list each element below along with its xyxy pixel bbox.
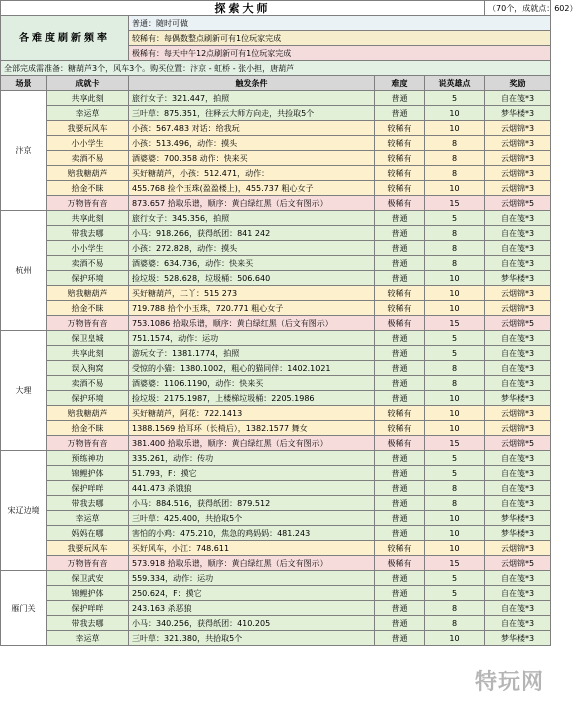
achievement-card: 卖酒不易 <box>47 256 129 271</box>
achievement-card: 我要玩风车 <box>47 121 129 136</box>
reward: 梦华楼*3 <box>485 631 551 646</box>
frequency-row-common <box>1 16 551 31</box>
frequency-rare: 较稀有：每偶数整点刷新可有1位玩家完成 <box>129 31 551 46</box>
difficulty: 极稀有 <box>375 436 425 451</box>
hero-points: 5 <box>425 346 485 361</box>
trigger-condition: 游玩女子：1381.1774，拍照 <box>129 346 375 361</box>
trigger-condition: 小孩：513.496，动作：摸头 <box>129 136 375 151</box>
difficulty: 普通 <box>375 211 425 226</box>
difficulty: 普通 <box>375 241 425 256</box>
achievement-card: 幸运草 <box>47 106 129 121</box>
achievement-card: 误入狗窝 <box>47 361 129 376</box>
achievement-card: 锦鲤护体 <box>47 466 129 481</box>
reward: 梦华楼*3 <box>485 106 551 121</box>
achievement-card: 保护咩咩 <box>47 601 129 616</box>
reward: 梦华楼*3 <box>485 391 551 406</box>
hero-points: 10 <box>425 181 485 196</box>
achievement-card: 赔我糖葫芦 <box>47 286 129 301</box>
table-row <box>1 256 551 271</box>
table-row <box>1 631 551 646</box>
region-name: 杭州 <box>1 211 47 331</box>
trigger-condition: 873.657 拾取乐谱，顺序：黄白绿红黑（后文有图示） <box>129 196 375 211</box>
table-row <box>1 511 551 526</box>
trigger-condition: 三叶草：321.380，共拾取5个 <box>129 631 375 646</box>
difficulty: 较稀有 <box>375 301 425 316</box>
achievement-card: 带我去哪 <box>47 226 129 241</box>
difficulty: 普通 <box>375 256 425 271</box>
hero-points: 10 <box>425 406 485 421</box>
header-row <box>1 76 551 91</box>
achievement-card: 带我去哪 <box>47 496 129 511</box>
difficulty: 极稀有 <box>375 316 425 331</box>
achievement-card: 共享此刻 <box>47 346 129 361</box>
prep-note: 全部完成需准备：糖葫芦3个，风车3个。购买位置：汴京 - 虹桥 - 张小担，唐葫芦 <box>1 61 551 76</box>
hero-points: 15 <box>425 196 485 211</box>
hero-points: 8 <box>425 496 485 511</box>
column-header: 场景 <box>1 76 47 91</box>
table-row <box>1 346 551 361</box>
trigger-condition: 751.1574，动作：运功 <box>129 331 375 346</box>
difficulty: 较稀有 <box>375 541 425 556</box>
difficulty: 普通 <box>375 601 425 616</box>
difficulty: 较稀有 <box>375 136 425 151</box>
hero-points: 8 <box>425 481 485 496</box>
hero-points: 8 <box>425 226 485 241</box>
difficulty: 较稀有 <box>375 166 425 181</box>
achievement-card: 共享此刻 <box>47 211 129 226</box>
difficulty: 较稀有 <box>375 286 425 301</box>
reward: 云烟锦*5 <box>485 556 551 571</box>
reward: 云烟锦*5 <box>485 196 551 211</box>
table-row <box>1 571 551 586</box>
difficulty: 普通 <box>375 376 425 391</box>
trigger-condition: 455.768 捡个玉珠(盈盈楼上)，455.737 粗心女子 <box>129 181 375 196</box>
reward: 云烟锦*3 <box>485 151 551 166</box>
achievement-card: 万物皆有音 <box>47 556 129 571</box>
reward: 梦华楼*3 <box>485 271 551 286</box>
reward: 自在笺*3 <box>485 481 551 496</box>
prep-row <box>1 61 551 76</box>
table-row <box>1 541 551 556</box>
difficulty: 普通 <box>375 496 425 511</box>
table-row <box>1 121 551 136</box>
reward: 云烟锦*3 <box>485 301 551 316</box>
reward: 自在笺*3 <box>485 346 551 361</box>
achievement-card: 保卫皇城 <box>47 331 129 346</box>
achievement-card: 赔我糖葫芦 <box>47 166 129 181</box>
table-row <box>1 586 551 601</box>
hero-points: 5 <box>425 331 485 346</box>
hero-points: 10 <box>425 121 485 136</box>
hero-points: 8 <box>425 616 485 631</box>
page-title: 探索大师 <box>1 1 485 16</box>
difficulty: 极稀有 <box>375 196 425 211</box>
reward: 云烟锦*5 <box>485 436 551 451</box>
hero-points: 8 <box>425 361 485 376</box>
column-header: 触发条件 <box>129 76 375 91</box>
reward: 自在笺*3 <box>485 571 551 586</box>
reward: 云烟锦*3 <box>485 121 551 136</box>
table-row <box>1 196 551 211</box>
reward: 自在笺*3 <box>485 586 551 601</box>
hero-points: 8 <box>425 256 485 271</box>
reward: 自在笺*3 <box>485 496 551 511</box>
difficulty: 普通 <box>375 91 425 106</box>
trigger-condition: 小孩：272.828，动作：摸头 <box>129 241 375 256</box>
hero-points: 8 <box>425 601 485 616</box>
hero-points: 5 <box>425 571 485 586</box>
achievement-card: 幸运草 <box>47 511 129 526</box>
trigger-condition: 243.163 杀恶狼 <box>129 601 375 616</box>
table-row <box>1 421 551 436</box>
region-name: 宋辽边境 <box>1 451 47 571</box>
column-header: 奖励 <box>485 76 551 91</box>
trigger-condition: 害怕的小鸡：475.210，焦急的鸡妈妈：481.243 <box>129 526 375 541</box>
difficulty: 普通 <box>375 511 425 526</box>
trigger-condition: 买好糖葫芦，小孩：512.471，动作： <box>129 166 375 181</box>
table-row <box>1 466 551 481</box>
reward: 云烟锦*3 <box>485 166 551 181</box>
reward: 自在笺*3 <box>485 91 551 106</box>
table-row <box>1 241 551 256</box>
difficulty: 极稀有 <box>375 556 425 571</box>
achievement-card: 我要玩风车 <box>47 541 129 556</box>
watermark-logo: 特玩网 <box>474 670 544 695</box>
table-row <box>1 376 551 391</box>
difficulty: 普通 <box>375 466 425 481</box>
trigger-condition: 买好糖葫芦，二丫：515 273 <box>129 286 375 301</box>
reward: 云烟锦*3 <box>485 181 551 196</box>
achievement-card: 保护环境 <box>47 391 129 406</box>
achievement-card: 锦鲤护体 <box>47 586 129 601</box>
hero-points: 5 <box>425 91 485 106</box>
table-row <box>1 151 551 166</box>
table-row <box>1 271 551 286</box>
hero-points: 5 <box>425 451 485 466</box>
difficulty: 普通 <box>375 226 425 241</box>
hero-points: 15 <box>425 556 485 571</box>
hero-points: 5 <box>425 211 485 226</box>
difficulty: 较稀有 <box>375 121 425 136</box>
region-name: 雁门关 <box>1 571 47 646</box>
difficulty: 普通 <box>375 331 425 346</box>
reward: 自在笺*3 <box>485 331 551 346</box>
achievement-card: 妈妈在哪 <box>47 526 129 541</box>
trigger-condition: 捡垃圾：2175.1987，上楼梯垃圾桶：2205.1986 <box>129 391 375 406</box>
hero-points: 10 <box>425 106 485 121</box>
hero-points: 10 <box>425 301 485 316</box>
achievement-card: 小小学生 <box>47 241 129 256</box>
hero-points: 8 <box>425 376 485 391</box>
trigger-condition: 酒婆婆：1106.1190，动作：快来买 <box>129 376 375 391</box>
table-row <box>1 526 551 541</box>
difficulty: 较稀有 <box>375 181 425 196</box>
achievement-card: 拾金不昧 <box>47 181 129 196</box>
hero-points: 5 <box>425 586 485 601</box>
trigger-condition: 买好糖葫芦，阿花：722.1413 <box>129 406 375 421</box>
difficulty: 普通 <box>375 451 425 466</box>
hero-points: 15 <box>425 316 485 331</box>
hero-points: 10 <box>425 391 485 406</box>
frequency-common: 普通：随时可做 <box>129 16 551 31</box>
frequency-super-rare: 极稀有：每天中午12点刷新可有1位玩家完成 <box>129 46 551 61</box>
achievement-card: 万物皆有音 <box>47 196 129 211</box>
table-row <box>1 391 551 406</box>
trigger-condition: 51.793，F：摸它 <box>129 466 375 481</box>
table-row <box>1 556 551 571</box>
hero-points: 10 <box>425 286 485 301</box>
achievement-card: 保卫武安 <box>47 571 129 586</box>
reward: 梦华楼*3 <box>485 526 551 541</box>
column-header: 成就卡 <box>47 76 129 91</box>
hero-points: 15 <box>425 436 485 451</box>
trigger-condition: 441.473 杀饿狼 <box>129 481 375 496</box>
achievement-card: 卖酒不易 <box>47 376 129 391</box>
reward: 梦华楼*3 <box>485 511 551 526</box>
difficulty: 普通 <box>375 631 425 646</box>
trigger-condition: 酒婆婆：700.358 动作：快来买 <box>129 151 375 166</box>
table-row <box>1 91 551 106</box>
achievement-card: 共享此刻 <box>47 91 129 106</box>
trigger-condition: 381.400 拾取乐谱，顺序：黄白绿红黑（后文有图示） <box>129 436 375 451</box>
reward: 自在笺*3 <box>485 466 551 481</box>
reward: 自在笺*3 <box>485 361 551 376</box>
reward: 自在笺*3 <box>485 211 551 226</box>
achievement-card: 卖酒不易 <box>47 151 129 166</box>
trigger-condition: 三叶草：425.400，共拾取5个 <box>129 511 375 526</box>
table-row <box>1 226 551 241</box>
table-row <box>1 106 551 121</box>
hero-points: 10 <box>425 541 485 556</box>
reward: 自在笺*3 <box>485 601 551 616</box>
reward: 自在笺*3 <box>485 616 551 631</box>
reward: 云烟锦*3 <box>485 286 551 301</box>
achievement-card: 预练神功 <box>47 451 129 466</box>
trigger-condition: 小马：340.256，获得纸团：410.205 <box>129 616 375 631</box>
difficulty: 普通 <box>375 346 425 361</box>
reward: 自在笺*3 <box>485 256 551 271</box>
hero-points: 8 <box>425 166 485 181</box>
difficulty: 普通 <box>375 586 425 601</box>
hero-points: 10 <box>425 511 485 526</box>
achievement-count: （70个，成就点：602） <box>485 1 551 16</box>
trigger-condition: 捡垃圾：528.628，垃圾桶：506.640 <box>129 271 375 286</box>
achievement-card: 幸运草 <box>47 631 129 646</box>
trigger-condition: 小孩：567.483 对话：给我玩 <box>129 121 375 136</box>
trigger-condition: 753.1086 拾取乐谱，顺序：黄白绿红黑（后文有图示） <box>129 316 375 331</box>
hero-points: 10 <box>425 526 485 541</box>
hero-points: 8 <box>425 241 485 256</box>
difficulty: 普通 <box>375 571 425 586</box>
table-row <box>1 301 551 316</box>
table-row <box>1 616 551 631</box>
hero-points: 8 <box>425 151 485 166</box>
difficulty: 普通 <box>375 361 425 376</box>
table-row <box>1 181 551 196</box>
region-name: 汴京 <box>1 91 47 211</box>
difficulty: 较稀有 <box>375 421 425 436</box>
achievement-card: 万物皆有音 <box>47 316 129 331</box>
table-row <box>1 451 551 466</box>
trigger-condition: 559.334，动作：运功 <box>129 571 375 586</box>
achievement-card: 赔我糖葫芦 <box>47 406 129 421</box>
achievement-card: 保护环境 <box>47 271 129 286</box>
trigger-condition: 三叶草：875.351，往释云大师方向走，共捡取5个 <box>129 106 375 121</box>
trigger-condition: 573.918 拾取乐谱，顺序：黄白绿红黑（后文有图示） <box>129 556 375 571</box>
difficulty: 普通 <box>375 481 425 496</box>
reward: 云烟锦*3 <box>485 406 551 421</box>
table-row <box>1 601 551 616</box>
reward: 云烟锦*3 <box>485 541 551 556</box>
frequency-label: 各难度刷新频率 <box>1 16 129 61</box>
trigger-condition: 旅行女子：321.447，拍照 <box>129 91 375 106</box>
title-row <box>1 1 551 16</box>
difficulty: 普通 <box>375 106 425 121</box>
achievement-card: 拾金不昧 <box>47 421 129 436</box>
trigger-condition: 旅行女子：345.356，拍照 <box>129 211 375 226</box>
hero-points: 5 <box>425 466 485 481</box>
table-row <box>1 316 551 331</box>
trigger-condition: 335.261，动作：传功 <box>129 451 375 466</box>
trigger-condition: 酒婆婆：634.736，动作：快来买 <box>129 256 375 271</box>
hero-points: 10 <box>425 631 485 646</box>
trigger-condition: 小马：918.266，获得纸团：841 242 <box>129 226 375 241</box>
hero-points: 8 <box>425 136 485 151</box>
region-name: 大理 <box>1 331 47 451</box>
achievement-card: 小小学生 <box>47 136 129 151</box>
table-row <box>1 331 551 346</box>
table-row <box>1 496 551 511</box>
hero-points: 10 <box>425 271 485 286</box>
trigger-condition: 1388.1569 拾耳环（长椅后），1382.1577 舞女 <box>129 421 375 436</box>
difficulty: 普通 <box>375 391 425 406</box>
table-row <box>1 481 551 496</box>
achievement-card: 保护咩咩 <box>47 481 129 496</box>
difficulty: 普通 <box>375 526 425 541</box>
reward: 云烟锦*3 <box>485 421 551 436</box>
reward: 自在笺*3 <box>485 226 551 241</box>
table-row <box>1 211 551 226</box>
table-row <box>1 436 551 451</box>
reward: 云烟锦*5 <box>485 316 551 331</box>
reward: 自在笺*3 <box>485 376 551 391</box>
trigger-condition: 小马：884.516，获得纸团：879.512 <box>129 496 375 511</box>
table-row <box>1 406 551 421</box>
trigger-condition: 250.624，F：摸它 <box>129 586 375 601</box>
achievement-card: 带我去哪 <box>47 616 129 631</box>
table-row <box>1 166 551 181</box>
column-header: 说英雄点 <box>425 76 485 91</box>
column-header: 难度 <box>375 76 425 91</box>
table-row <box>1 286 551 301</box>
achievement-card: 拾金不昧 <box>47 301 129 316</box>
difficulty: 较稀有 <box>375 151 425 166</box>
hero-points: 10 <box>425 421 485 436</box>
difficulty: 普通 <box>375 616 425 631</box>
reward: 自在笺*3 <box>485 241 551 256</box>
difficulty: 较稀有 <box>375 406 425 421</box>
trigger-condition: 719.788 拾个小玉珠，720.771 粗心女子 <box>129 301 375 316</box>
trigger-condition: 买好风车，小江：748.611 <box>129 541 375 556</box>
reward: 云烟锦*3 <box>485 136 551 151</box>
table-row <box>1 136 551 151</box>
reward: 自在笺*3 <box>485 451 551 466</box>
difficulty: 普通 <box>375 271 425 286</box>
trigger-condition: 受惊的小猫：1380.1002，粗心的猫同伴：1402.1021 <box>129 361 375 376</box>
achievement-card: 万物皆有音 <box>47 436 129 451</box>
table-row <box>1 361 551 376</box>
